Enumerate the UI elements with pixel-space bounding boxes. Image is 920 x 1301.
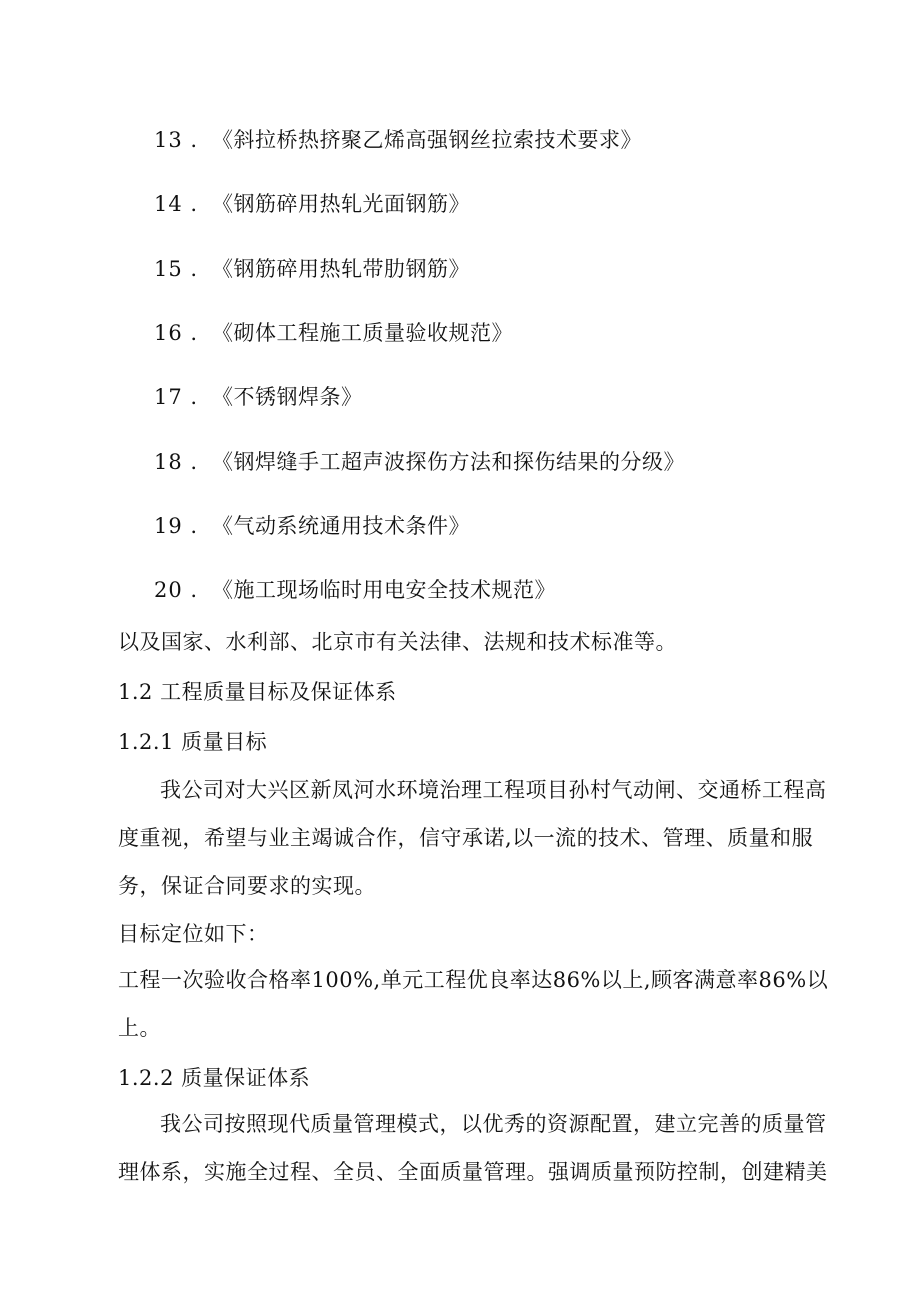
section-heading-1-2-2: 1.2.2 质量保证体系 — [118, 1066, 311, 1090]
goal-paragraph-line-3: 务，保证合同要求的实现。 — [118, 874, 376, 898]
reference-item-18 — [154, 448, 685, 476]
reference-number: 19 . — [154, 514, 199, 538]
reference-item-14 — [154, 190, 470, 218]
references-closing-line: 以及国家、水利部、北京市有关法律、法规和技术标准等。 — [118, 630, 677, 654]
reference-number: 16 . — [154, 321, 199, 345]
reference-title: 《施工现场临时用电安全技术规范》 — [212, 578, 556, 602]
reference-number: 15 . — [154, 257, 199, 281]
reference-title: 《钢筋碎用热轧光面钢筋》 — [212, 192, 470, 216]
reference-number: 17 . — [154, 385, 199, 409]
reference-item-17 — [154, 383, 363, 411]
reference-title: 《钢筋碎用热轧带肋钢筋》 — [212, 257, 470, 281]
reference-number: 20 . — [154, 578, 199, 602]
goal-paragraph-line-2: 度重视，希望与业主竭诚合作，信守承诺,以一流的技术、管理、质量和服 — [118, 826, 814, 850]
reference-title: 《不锈钢焊条》 — [212, 385, 363, 409]
reference-title: 《砌体工程施工质量验收规范》 — [212, 321, 513, 345]
reference-number: 14 . — [154, 192, 199, 216]
reference-title: 《钢焊缝手工超声波探伤方法和探伤结果的分级》 — [212, 450, 685, 474]
reference-item-13 — [154, 126, 642, 154]
system-paragraph-line-1: 我公司按照现代质量管理模式，以优秀的资源配置，建立完善的质量管 — [160, 1112, 827, 1136]
section-heading-1-2-1: 1.2.1 质量目标 — [118, 730, 268, 754]
reference-number: 13 . — [154, 128, 199, 152]
reference-item-19 — [154, 512, 470, 540]
reference-item-20 — [154, 576, 556, 604]
reference-title: 《气动系统通用技术条件》 — [212, 514, 470, 538]
reference-item-16 — [154, 319, 513, 347]
goal-paragraph-line-1: 我公司对大兴区新凤河水环境治理工程项目孙村气动闸、交通桥工程高 — [160, 778, 827, 802]
section-heading-1-2: 1.2 工程质量目标及保证体系 — [118, 680, 397, 704]
reference-number: 18 . — [154, 450, 199, 474]
system-paragraph-line-2: 理体系，实施全过程、全员、全面质量管理。强调质量预防控制，创建精美 — [118, 1160, 828, 1184]
reference-title: 《斜拉桥热挤聚乙烯高强钢丝拉索技术要求》 — [212, 128, 642, 152]
target-line-1: 工程一次验收合格率100%,单元工程优良率达86%以上,顾客满意率86%以 — [118, 968, 829, 992]
target-line-2: 上。 — [118, 1016, 161, 1040]
target-intro: 目标定位如下： — [118, 922, 269, 946]
reference-item-15 — [154, 255, 470, 283]
